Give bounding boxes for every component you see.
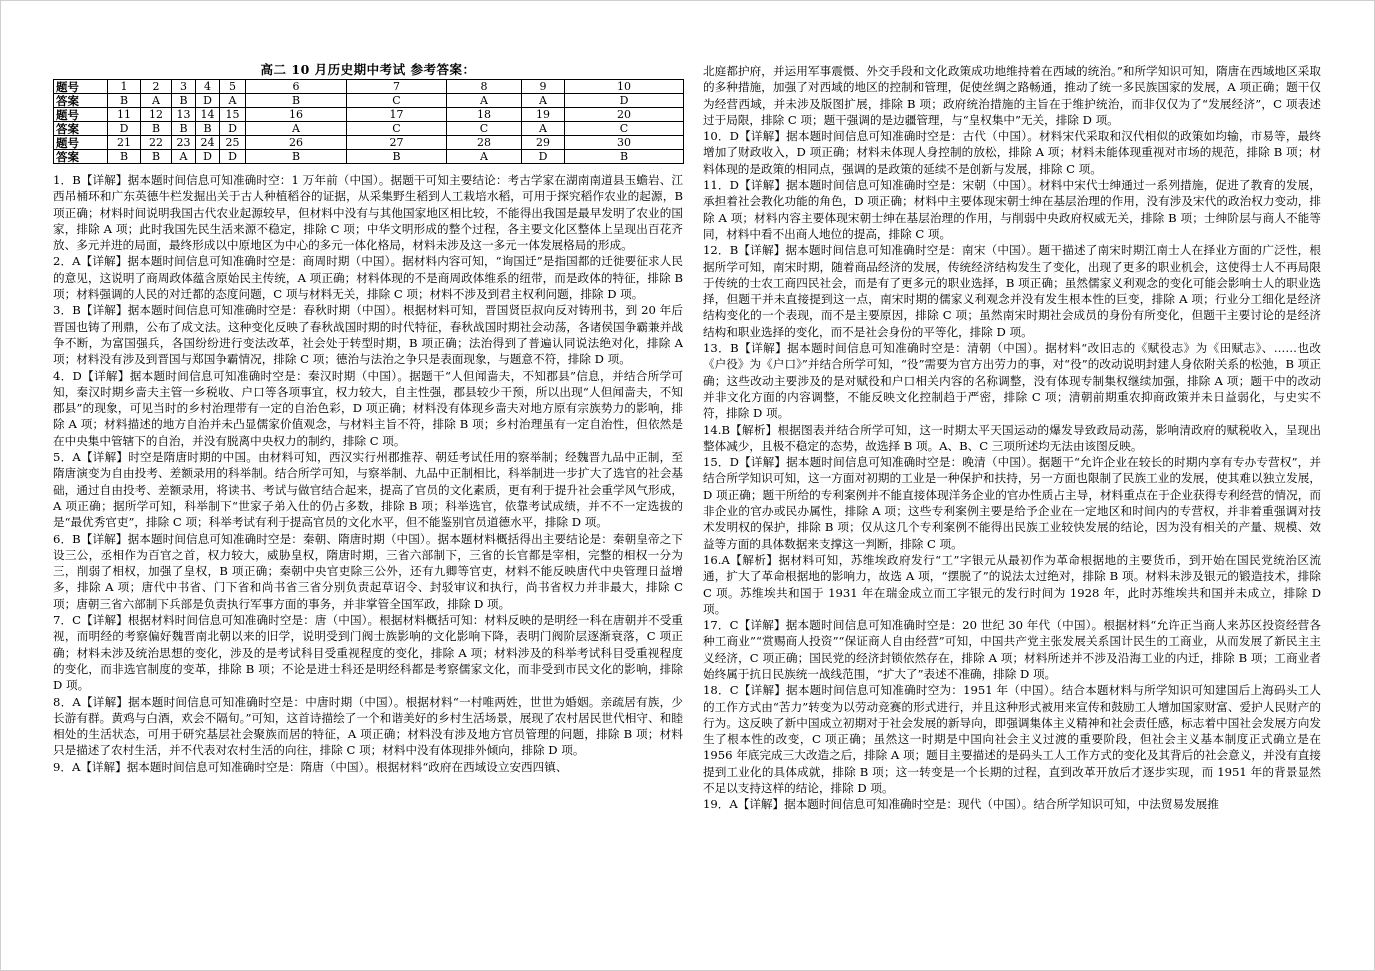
question-number-cell: 3 — [172, 80, 196, 94]
question-number-cell: 29 — [522, 136, 565, 150]
answer-cell: D — [196, 150, 220, 164]
answer-cell: B — [347, 150, 447, 164]
question-number-cell: 7 — [347, 80, 447, 94]
header-cell: 答案 — [54, 122, 108, 136]
answer-cell: C — [447, 122, 522, 136]
question-number-cell: 22 — [141, 136, 172, 150]
explanation-paragraph: 10．D【详解】据本题时间信息可知准确时空是：古代（中国）。材料宋代采取和汉代相似的政策如均输，市易等，最终增加了财政收入，D 项正确；材料未体现人身控制的放松，排除 A 项；材料未能体现重视对市场的规范，排除 B 项；材料体现的是政策的相同点，强调的是政策的延续不是创新与发展，排除 C 项。 — [703, 129, 1321, 176]
question-number-row — [54, 108, 684, 122]
explanation-paragraph: 13．B【详解】据本题时间信息可知准确时空是：清朝（中国）。据材料“改旧志的《赋役志》为《田赋志》、……也改《户役》为《户口》”并结合所学可知，“役”需要为官方出劳力的事，对“役”的改动说明封建人身依附关系的松弛，B 项正确；这些改动主要涉及的是对赋役和户口相关内容的名称调整，没有体现专制集权继续加强，排除 A 项；题干中的改动并非文化方面的内容调整，不能反映文化控制趋于严密，排除 C 项；清朝前期重农抑商政策并未日益弱化，与史实不符，排除 D 项。 — [703, 341, 1321, 421]
answer-cell: A — [522, 122, 565, 136]
explanation-paragraph: 1．B【详解】据本题时间信息可知准确时空：1 万年前（中国）。据题干可知主要结论：考古学家在湖南南道县玉蟾岩、江西吊桶环和广东英德牛栏发掘出关于古人种植稻谷的证据，从采集野生稻到人工栽培水稻，可用于探究稻作农业的起源，B 项正确；材料时间说明我国古代农业起源较早，但材料中没有与其他国家地区相比较，不能得出我国是最早发明了农业的国家，排除 A 项；此时我国先民生活来源不稳定，排除 C 项；中华文明形成的整个过程，各主要文化区整体上呈现出百花齐放、多元并进的局面，最终形成以中原地区为中心的多元一体化格局，材料未涉及这一多元一体发展格局的形成。 — [53, 173, 683, 253]
question-number-row — [54, 80, 684, 94]
answer-cell: D — [522, 150, 565, 164]
question-number-cell: 12 — [141, 108, 172, 122]
answer-cell: B — [246, 94, 347, 108]
answer-cell: B — [141, 122, 172, 136]
answer-cell: A — [447, 150, 522, 164]
answer-cell: B — [565, 150, 684, 164]
answer-cell: A — [447, 94, 522, 108]
answer-cell: A — [246, 122, 347, 136]
explanation-paragraph: 2．A【详解】据本题时间信息可知准确时空是：商周时期（中国）。据材料内容可知，“询国迁”是指国都的迁徙要征求人民的意见，这说明了商周政体蕴含原始民主传统，A 项正确；材料体现的不是商周政体维系的纽带，而是政体的特征，排除 B 项；材料强调的人民的对迁都的态度问题，C 项与材料无关，排除 C 项；材料不涉及到君主权利问题，排除 D 项。 — [53, 254, 683, 302]
answer-cell: D — [108, 122, 141, 136]
question-number-cell: 13 — [172, 108, 196, 122]
question-number-cell: 30 — [565, 136, 684, 150]
question-number-cell: 6 — [246, 80, 347, 94]
question-number-cell: 9 — [522, 80, 565, 94]
question-number-cell: 2 — [141, 80, 172, 94]
answer-cell: B — [172, 94, 196, 108]
question-number-row — [54, 136, 684, 150]
explanation-paragraph: 3．B【详解】据本题时间信息可知准确时空是：春秋时期（中国）。根据材料可知，晋国贤臣叔向反对铸刑书，到 20 年后晋国也铸了刑鼎，公布了成文法。这种变化反映了春秋战国时期的时代特征，春秋战国时期社会动荡，各诸侯国争霸兼并战争不断，为富国强兵，各国纷纷进行变法改革，社会处于转型时期，B 项正确；法治得到了普遍认同说法绝对化，排除 A 项；材料没有涉及到晋国与郑国争霸情况，排除 C 项；德治与法治之争只是表面现象，与题意不符，排除 D 项。 — [53, 303, 683, 367]
answer-cell: D — [220, 150, 246, 164]
answer-cell: A — [522, 94, 565, 108]
header-cell: 答案 — [54, 94, 108, 108]
explanation-paragraph: 9．A【详解】据本题时间信息可知准确时空是：隋唐（中国）。根据材料“政府在西域设立安西四镇、 — [53, 759, 568, 774]
question-number-cell: 4 — [196, 80, 220, 94]
question-number-cell: 16 — [246, 108, 347, 122]
header-cell: 题号 — [54, 108, 108, 122]
answer-cell: B — [108, 94, 141, 108]
page-title: 高二 10 月历史期中考试 参考答案： — [260, 62, 476, 77]
answer-cell: B — [141, 150, 172, 164]
answer-cell: B — [108, 150, 141, 164]
explanation-paragraph: 18．C【详解】据本题时间信息可知准确时空为：1951 年（中国）。结合本题材料与所学知识可知建国后上海码头工人的工作方式由“苦力”转变为以劳动竞赛的形式进行，并且这种形式被用来宣传和鼓励工人增加国家财富、爱护人民财产的行为。这反映了新中国成立初期对于社会发展的新导向，即强调集体主义精神和社会责任感，标志着中国社会发展方向发生了根本性的改变，C 项正确；虽然这一时期是中国向社会主义过渡的重要阶段，但社会主义基本制度正式确立是在 1956 年底完成三大改造之后，排除 A 项；题目主要描述的是码头工人工作方式的变化及其背后的社会意义，并没有直接提到工业化的具体成就，排除 B 项；这一转变是一个长期的过程，直到改革开放后才逐步实现，而 1951 年的背景显然不足以支持这样的结论，排除 D 项。 — [703, 683, 1321, 796]
question-number-cell: 26 — [246, 136, 347, 150]
explanation-paragraph: 北庭都护府，并运用军事震慑、外交手段和文化政策成功地维持着在西域的统治。”和所学知识可知，隋唐在西域地区采取的多种措施，加强了对西域的地区的控制和管理，促使丝绸之路畅通，推动了统一多民族国家的发展，A 项正确；题干仅为经营西域，并未涉及版图扩展，排除 B 项；政府统治措施的主旨在于维护统治，而非仅仅为了“发展经济”，C 项表述过于局限，排除 C 项；题干强调的是边疆管理，与“皇权集中”无关，排除 D 项。 — [703, 64, 1321, 127]
answer-cell: D — [220, 122, 246, 136]
header-cell: 题号 — [54, 136, 108, 150]
question-number-cell: 18 — [447, 108, 522, 122]
answer-row — [54, 150, 684, 164]
answer-cell: C — [565, 122, 684, 136]
explanation-paragraph: 17．C【详解】据本题时间信息可知准确时空是：20 世纪 30 年代（中国）。根据材料“允许正当商人来苏区投资经营各种工商业”“赏赐商人投资”“保证商人自由经营”可知，中国共产党主张发展关系国计民生的工商业，从而发展了新民主主义经济，C 项正确；国民党的经济封锁依然存在，排除 A 项；材料所述并不涉及沿海工业的内迁，排除 B 项；工商业者始终属于抗日民族统一战线范围，“扩大了”表述不准确，排除 D 项。 — [703, 618, 1321, 681]
question-number-cell: 25 — [220, 136, 246, 150]
explanation-paragraph: 4．D【详解】据本题时间信息可知准确时空是：秦汉时期（中国）。据题干“人但闻啬夫，不知郡县”信息，并结合所学可知，秦汉时期乡啬夫主管一乡税收、户口等各项事宜，权力较大，自主性强，郡县较少干预，所以出现“人但闻啬夫，不知郡县”的现象，可见当时的乡村治理带有一定的自治色彩，D 项正确；材料没有体现乡啬夫对地方原有宗族势力的影响，排除 A 项；材料描述的地方自治并未凸显儒家价值观念，与材料主旨不符，排除 B 项；乡村治理虽有一定自治性，但依然是在中央集中管辖下的自治，并没有脱离中央权力的制约，排除 C 项。 — [53, 368, 683, 448]
question-number-cell: 27 — [347, 136, 447, 150]
explanation-paragraph: 6．B【详解】据本题时间信息可知准确时空是：秦朝、隋唐时期（中国）。据本题材料概括得出主要结论是：秦朝皇帝之下设三公，丞相作为百官之首，权力较大，威胁皇权，隋唐时期，三省六部制下，三省的长官都是宰相，完整的相权一分为三，削弱了相权，加强了皇权，B 项正确；秦朝中央官吏除三公外，还有九卿等官吏，材料不能反映唐代中央管理日益增多，排除 A 项；唐代中书省、门下省和尚书省三省分别负责起草诏令、封驳审议和执行，尚书省权力并非最大，排除 C 项；唐朝三省六部制下兵部是负责执行军事方面的事务，并非掌管全国军政，排除 D 项。 — [53, 531, 683, 611]
answer-cell: D — [565, 94, 684, 108]
explanation-paragraph: 8．A【详解】据本题时间信息可知准确时空是：中唐时期（中国）。根据材料“一村唯两姓，世世为婚姻。亲疏居有族，少长游有群。黄鸡与白酒，欢会不隔旬。”可知，这首诗描绘了一个和谐美好的乡村生活场景，展现了农村居民世代相守、和睦相处的生活状态，可用于研究基层社会聚族而居的特征，A 项正确；材料没有涉及地方官员管理的问题，排除 B 项；材料只是描述了农村生活，并不代表对农村生活的向往，排除 C 项；材料中没有体现排外倾向，排除 D 项。 — [53, 694, 683, 758]
answer-cell: C — [347, 122, 447, 136]
explanation-paragraph: 14.B【解析】根据图表并结合所学可知，这一时期太平天国运动的爆发导致政局动荡，影响清政府的赋税收入，呈现出整体减少，且极不稳定的态势，故选择 B 项。A、B、C 三项所述均无法由该图反映。 — [703, 422, 1321, 453]
question-number-cell: 5 — [220, 80, 246, 94]
explanation-paragraph: 16.A【解析】据材料可知，苏维埃政府发行“工”字银元从最初作为革命根据地的主要货币，到开始在国民党统治区流通，扩大了革命根据地的影响力，故选 A 项，“摆脱了”的说法太过绝对，排除 B 项。材料未涉及银元的锻造技术，排除 C 项。苏维埃共和国于 1931 年在瑞金成立而工字银元的发行时间为 1928 年，此时苏维埃共和国并未成立，排除 D 项。 — [703, 552, 1321, 616]
question-number-cell: 15 — [220, 108, 246, 122]
explanation-paragraph: 5．A【详解】时空是隋唐时期的中国。由材料可知，西汉实行州郡推荐、朝廷考试任用的察举制；经魏晋九品中正制，至隋唐演变为自由投考、差额录用的科举制。结合所学可知，与察举制、九品中正制相比，科举制进一步扩大了选官的社会基础，通过自由投考、差额录用，将读书、考试与做官结合起来，提高了官员的文化素质，更有利于提升社会重学风气形成，A 项正确；据所学可知，科举制下“世家子弟入仕的仍占多数，排除 B 项；科举选官，依靠考试成绩，并不不一定选拔的是“最优秀官吏”，排除 C 项；科举考试有利于提高官员的文化水平，但不能鉴别官员道德水平，排除 D 项。 — [53, 450, 683, 530]
question-number-cell: 10 — [565, 80, 684, 94]
answer-cell: B — [196, 122, 220, 136]
explanation-paragraph: 19．A【详解】据本题时间信息可知准确时空是：现代（中国）。结合所学知识可知，中法贸易发展推 — [703, 797, 1219, 812]
question-number-cell: 28 — [447, 136, 522, 150]
question-number-cell: 20 — [565, 108, 684, 122]
question-number-cell: 14 — [196, 108, 220, 122]
answer-row — [54, 94, 684, 108]
answer-cell: D — [196, 94, 220, 108]
left-column — [53, 63, 683, 775]
answer-cell: B — [246, 150, 347, 164]
explanations-right — [703, 63, 1321, 813]
answer-row — [54, 122, 684, 136]
explanation-paragraph: 7．C【详解】根据材料时间信息可知准确时空是：唐（中国）。根据材料概括可知：材料反映的是明经一科在唐朝并不受重视，而明经的考察偏好魏晋南北朝以来的旧学，说明受到门阀士族影响的文化影响下降，表明门阀阶层逐渐衰落，C 项正确；材料未涉及统治思想的变化，涉及的是考试科目受重视程度的变化，排除 A 项；材料涉及的科举考试科目受重视程度的变化，而非选官制度的变革，排除 B 项；不论是进士科还是明经科都是考察儒家文化，而非受到市民文化的影响，排除 D 项。 — [53, 613, 683, 693]
explanations-left — [53, 172, 683, 775]
header-cell: 题号 — [54, 80, 108, 94]
answer-cell: A — [172, 150, 196, 164]
right-column — [703, 63, 1321, 813]
explanation-paragraph: 12．B【详解】据本题时间信息可知准确时空是：南宋（中国）。题干描述了南宋时期江南士人在择业方面的广泛性，根据所学可知，南宋时期，随着商品经济的发展，传统经济结构发生了变化，出现了更多的职业机会，这使得士人不再局限于传统的士农工商四民社会，而是有了更多元的职业选择，B 项正确；虽然儒家义利观念的变化可能会影响士人的职业选择，但题干并未直接提到这一点，南宋时期的儒家义利观念并没有发生根本性的巨变，排除 A 项；行业分工细化是经济结构变化的一个表现，而不是主要原因，排除 C 项；虽然南宋时期社会成员的身份有所变化，但题干主要讨论的是经济结构和职业选择的变化，而不是社会身份的平等化，排除 D 项。 — [703, 243, 1321, 339]
answer-table — [53, 79, 684, 164]
explanation-paragraph: 15．D【详解】据本题时间信息可知准确时空是：晚清（中国）。据题干“允许企业在较长的时期内享有专办专营权”，并结合所学知识可知，这一方面对初期的工业是一种保护和扶持，另一方面也限制了民族工业的发展，使其难以独立发展，D 项正确；题干所给的专利案例并不能直接体现洋务企业的官办性质占主导，材料重点在于企业获得专利经营的情况，而非企业的官办或民办属性，排除 A 项；这些专利案例主要是给予企业在一定地区和时间内的专营权，并非着重强调对技术发明权的保护，排除 B 项；仅从这几个专利案例不能得出民族工业较快发展的结论，因为没有相关的产量、规模、效益等方面的具体数据来支撑这一判断，排除 C 项。 — [703, 455, 1321, 551]
question-number-cell: 8 — [447, 80, 522, 94]
header-cell: 答案 — [54, 150, 108, 164]
answer-cell: C — [347, 94, 447, 108]
question-number-cell: 1 — [108, 80, 141, 94]
answer-cell: A — [141, 94, 172, 108]
question-number-cell: 24 — [196, 136, 220, 150]
answer-cell: A — [220, 94, 246, 108]
question-number-cell: 23 — [172, 136, 196, 150]
explanation-paragraph: 11．D【详解】据本题时间信息可知准确时空是：宋朝（中国）。材料中宋代士绅通过一系列措施，促进了教育的发展，承担着社会教化功能的角色，D 项正确；材料中主要体现宋朝士绅在基层治理的作用，没有涉及宋代的政治权力变动，排除 A 项；材料内容主要体现宋朝士绅在基层治理的作用，与削弱中央政府权威无关，排除 B 项；士绅阶层与商人不能等同，材料中看不出商人地位的提高，排除 C 项。 — [703, 178, 1321, 241]
question-number-cell: 11 — [108, 108, 141, 122]
question-number-cell: 21 — [108, 136, 141, 150]
answer-cell: B — [172, 122, 196, 136]
question-number-cell: 19 — [522, 108, 565, 122]
question-number-cell: 17 — [347, 108, 447, 122]
